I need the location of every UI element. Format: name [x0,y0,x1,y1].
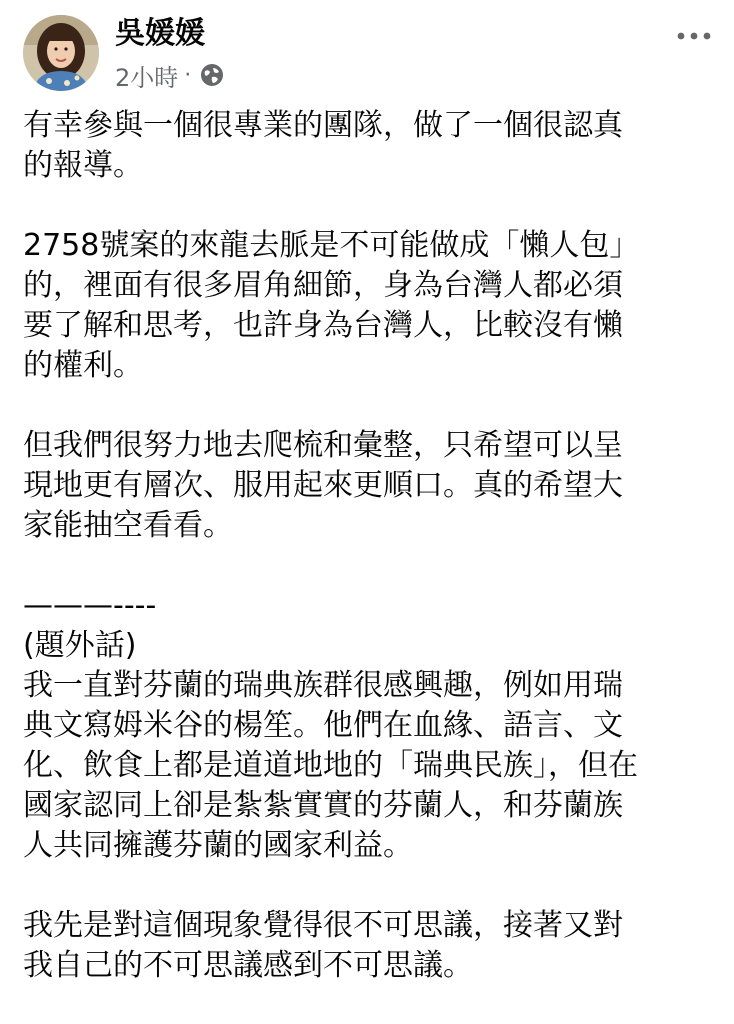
text-line: 現地更有層次、服用起來更順口。真的希望大 [23,468,623,503]
profile-photo [23,15,99,91]
text-line: 但我們很努力地去爬梳和彙整，只希望可以呈 [23,428,623,463]
separator-block [23,586,713,666]
avatar[interactable] [23,15,99,91]
post-time[interactable]: 2小時 [115,63,179,92]
text-line: 2758號案的來龍去脈是不可能做成「懶人包」 [23,228,640,263]
meta-separator: · [184,62,192,88]
post-paragraph [23,426,713,546]
post-header [0,0,734,100]
text-line: 的權利。 [23,348,143,383]
aside-paragraph [23,666,713,866]
post-meta [115,58,225,92]
post-paragraph [23,226,713,386]
text-line: 我自己的不可思議感到不可思議。 [23,948,473,983]
separator-line: ———---- [23,588,157,623]
aside-label: (題外話) [23,628,137,663]
more-options-button[interactable] [674,22,714,50]
text-line: 我一直對芬蘭的瑞典族群很感興趣，例如用瑞 [23,668,623,703]
aside-paragraph [23,906,713,986]
text-line: 我先是對這個現象覺得很不可思議，接著又對 [23,908,623,943]
text-line: 國家認同上卻是紮紮實實的芬蘭人，和芬蘭族 [23,788,623,823]
text-line: 有幸參與一個很專業的團隊，做了一個很認真 [23,108,623,143]
text-line: 的，裡面有很多眉角細節，身為台灣人都必須 [23,268,623,303]
post-body [23,106,713,986]
text-line: 的報導。 [23,148,143,183]
post-paragraph [23,106,713,186]
globe-icon[interactable] [199,62,225,88]
text-line: 化、飲食上都是道道地地的「瑞典民族」，但在 [23,748,638,783]
text-line: 家能抽空看看。 [23,508,233,543]
text-line: 要了解和思考，也許身為台灣人，比較沒有懶 [23,308,623,343]
text-line: 人共同擁護芬蘭的國家利益。 [23,828,413,863]
author-name[interactable]: 吳媛媛 [115,16,205,51]
text-line: 典文寫姆米谷的楊笙。他們在血緣、語言、文 [23,708,623,743]
more-horizontal-icon [676,31,712,41]
